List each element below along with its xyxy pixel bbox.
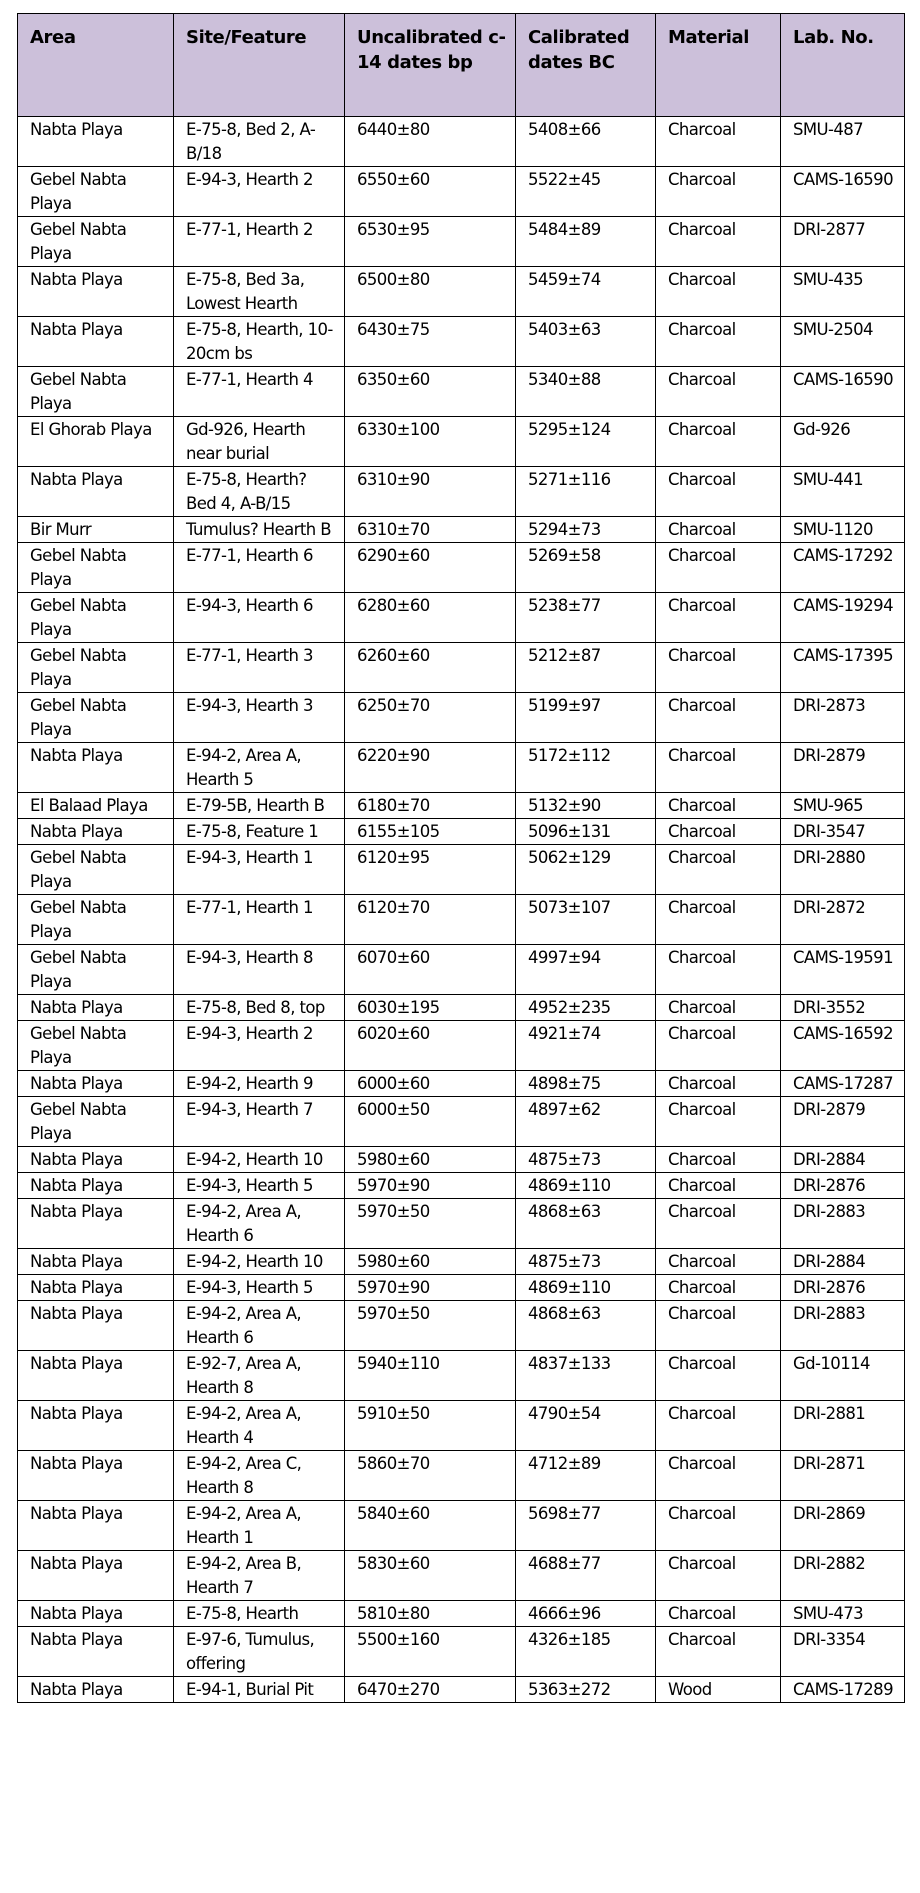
table-row: [18, 1173, 905, 1199]
cell-material: Charcoal: [656, 1275, 781, 1301]
cell-material: Charcoal: [656, 417, 781, 467]
cell-uncalibrated-date: 6470±270: [345, 1677, 516, 1703]
cell-calibrated-date: 5363±272: [516, 1677, 656, 1703]
cell-uncalibrated-date: 6155±105: [345, 819, 516, 845]
cell-calibrated-date: 4666±96: [516, 1601, 656, 1627]
cell-calibrated-date: 4869±110: [516, 1173, 656, 1199]
table-row: [18, 819, 905, 845]
cell-area: Gebel Nabta Playa: [18, 1097, 174, 1147]
cell-uncalibrated-date: 6260±60: [345, 643, 516, 693]
cell-lab-no: DRI-2876: [781, 1173, 905, 1199]
cell-site-feature: E-75-8, Hearth, 10-20cm bs: [174, 317, 345, 367]
cell-uncalibrated-date: 6350±60: [345, 367, 516, 417]
cell-material: Charcoal: [656, 1097, 781, 1147]
cell-material: Charcoal: [656, 1173, 781, 1199]
cell-calibrated-date: 5062±129: [516, 845, 656, 895]
cell-material: Charcoal: [656, 317, 781, 367]
cell-site-feature: E-94-3, Hearth 6: [174, 593, 345, 643]
cell-uncalibrated-date: 6530±95: [345, 217, 516, 267]
cell-lab-no: CAMS-16590: [781, 367, 905, 417]
cell-uncalibrated-date: 5910±50: [345, 1401, 516, 1451]
cell-area: Gebel Nabta Playa: [18, 593, 174, 643]
table-row: [18, 945, 905, 995]
cell-calibrated-date: 5459±74: [516, 267, 656, 317]
cell-calibrated-date: 4790±54: [516, 1401, 656, 1451]
cell-calibrated-date: 4712±89: [516, 1451, 656, 1501]
cell-uncalibrated-date: 6220±90: [345, 743, 516, 793]
cell-site-feature: E-79-5B, Hearth B: [174, 793, 345, 819]
cell-uncalibrated-date: 6310±90: [345, 467, 516, 517]
cell-area: Nabta Playa: [18, 1147, 174, 1173]
header-uncalibrated-dates: Uncalibrated c-14 dates bp: [345, 14, 516, 117]
cell-site-feature: E-94-3, Hearth 7: [174, 1097, 345, 1147]
cell-material: Charcoal: [656, 895, 781, 945]
cell-calibrated-date: 4921±74: [516, 1021, 656, 1071]
table-row: [18, 317, 905, 367]
cell-area: Gebel Nabta Playa: [18, 845, 174, 895]
cell-calibrated-date: 5073±107: [516, 895, 656, 945]
cell-uncalibrated-date: 6250±70: [345, 693, 516, 743]
cell-area: Nabta Playa: [18, 1601, 174, 1627]
cell-uncalibrated-date: 5860±70: [345, 1451, 516, 1501]
cell-site-feature: Gd-926, Hearth near burial: [174, 417, 345, 467]
cell-uncalibrated-date: 5970±50: [345, 1301, 516, 1351]
cell-lab-no: CAMS-17395: [781, 643, 905, 693]
table-row: [18, 1301, 905, 1351]
cell-lab-no: Gd-926: [781, 417, 905, 467]
table-row: [18, 467, 905, 517]
cell-area: Nabta Playa: [18, 317, 174, 367]
cell-material: Charcoal: [656, 593, 781, 643]
cell-lab-no: DRI-2869: [781, 1501, 905, 1551]
cell-site-feature: E-77-1, Hearth 4: [174, 367, 345, 417]
table-row: [18, 367, 905, 417]
cell-uncalibrated-date: 6280±60: [345, 593, 516, 643]
cell-material: Charcoal: [656, 167, 781, 217]
cell-site-feature: E-94-3, Hearth 2: [174, 1021, 345, 1071]
cell-site-feature: E-75-8, Bed 8, top: [174, 995, 345, 1021]
cell-site-feature: E-94-2, Area B, Hearth 7: [174, 1551, 345, 1601]
cell-site-feature: E-94-3, Hearth 1: [174, 845, 345, 895]
table-row: [18, 117, 905, 167]
cell-calibrated-date: 5212±87: [516, 643, 656, 693]
cell-lab-no: DRI-2884: [781, 1147, 905, 1173]
cell-calibrated-date: 4869±110: [516, 1275, 656, 1301]
cell-area: Nabta Playa: [18, 1551, 174, 1601]
cell-site-feature: E-75-8, Hearth? Bed 4, A-B/15: [174, 467, 345, 517]
cell-material: Charcoal: [656, 543, 781, 593]
cell-calibrated-date: 4868±63: [516, 1301, 656, 1351]
table-row: [18, 517, 905, 543]
cell-uncalibrated-date: 5970±50: [345, 1199, 516, 1249]
cell-site-feature: E-77-1, Hearth 3: [174, 643, 345, 693]
cell-calibrated-date: 5238±77: [516, 593, 656, 643]
cell-site-feature: E-75-8, Hearth: [174, 1601, 345, 1627]
table-row: [18, 1551, 905, 1601]
table-row: [18, 895, 905, 945]
cell-site-feature: E-94-2, Area A, Hearth 5: [174, 743, 345, 793]
cell-calibrated-date: 5132±90: [516, 793, 656, 819]
cell-uncalibrated-date: 5980±60: [345, 1249, 516, 1275]
cell-site-feature: E-94-2, Hearth 10: [174, 1147, 345, 1173]
cell-site-feature: E-94-1, Burial Pit: [174, 1677, 345, 1703]
cell-site-feature: E-94-2, Area A, Hearth 6: [174, 1199, 345, 1249]
cell-site-feature: E-94-3, Hearth 5: [174, 1173, 345, 1199]
cell-area: Nabta Playa: [18, 117, 174, 167]
cell-uncalibrated-date: 5830±60: [345, 1551, 516, 1601]
cell-site-feature: E-94-2, Hearth 10: [174, 1249, 345, 1275]
cell-lab-no: CAMS-17289: [781, 1677, 905, 1703]
cell-site-feature: E-77-1, Hearth 2: [174, 217, 345, 267]
table-row: [18, 593, 905, 643]
cell-calibrated-date: 5172±112: [516, 743, 656, 793]
cell-calibrated-date: 5522±45: [516, 167, 656, 217]
cell-lab-no: SMU-441: [781, 467, 905, 517]
cell-lab-no: SMU-473: [781, 1601, 905, 1627]
cell-lab-no: Gd-10114: [781, 1351, 905, 1401]
cell-lab-no: CAMS-16590: [781, 167, 905, 217]
table-row: [18, 995, 905, 1021]
table-row: [18, 1199, 905, 1249]
cell-material: Charcoal: [656, 1551, 781, 1601]
cell-area: Nabta Playa: [18, 1173, 174, 1199]
cell-uncalibrated-date: 6290±60: [345, 543, 516, 593]
cell-lab-no: DRI-2879: [781, 1097, 905, 1147]
cell-site-feature: E-94-3, Hearth 5: [174, 1275, 345, 1301]
cell-uncalibrated-date: 6120±95: [345, 845, 516, 895]
cell-lab-no: SMU-2504: [781, 317, 905, 367]
cell-lab-no: CAMS-19591: [781, 945, 905, 995]
cell-site-feature: E-75-8, Bed 3a, Lowest Hearth: [174, 267, 345, 317]
cell-lab-no: CAMS-17287: [781, 1071, 905, 1097]
cell-material: Charcoal: [656, 267, 781, 317]
table-row: [18, 543, 905, 593]
cell-lab-no: DRI-2882: [781, 1551, 905, 1601]
cell-calibrated-date: 5269±58: [516, 543, 656, 593]
cell-material: Charcoal: [656, 1627, 781, 1677]
table-row: [18, 217, 905, 267]
header-site-feature: Site/Feature: [174, 14, 345, 117]
table-row: [18, 1677, 905, 1703]
cell-area: Nabta Playa: [18, 1071, 174, 1097]
cell-lab-no: DRI-2879: [781, 743, 905, 793]
cell-uncalibrated-date: 6430±75: [345, 317, 516, 367]
cell-calibrated-date: 5698±77: [516, 1501, 656, 1551]
cell-area: Bir Murr: [18, 517, 174, 543]
cell-lab-no: DRI-2883: [781, 1199, 905, 1249]
cell-area: Nabta Playa: [18, 1451, 174, 1501]
header-lab-no: Lab. No.: [781, 14, 905, 117]
cell-uncalibrated-date: 5940±110: [345, 1351, 516, 1401]
cell-area: Nabta Playa: [18, 1677, 174, 1703]
cell-calibrated-date: 5096±131: [516, 819, 656, 845]
cell-site-feature: E-75-8, Bed 2, A-B/18: [174, 117, 345, 167]
cell-uncalibrated-date: 5980±60: [345, 1147, 516, 1173]
cell-material: Charcoal: [656, 945, 781, 995]
cell-lab-no: SMU-435: [781, 267, 905, 317]
cell-calibrated-date: 4897±62: [516, 1097, 656, 1147]
cell-site-feature: E-94-2, Area A, Hearth 4: [174, 1401, 345, 1451]
cell-calibrated-date: 5408±66: [516, 117, 656, 167]
cell-area: El Ghorab Playa: [18, 417, 174, 467]
cell-uncalibrated-date: 6000±60: [345, 1071, 516, 1097]
cell-calibrated-date: 4837±133: [516, 1351, 656, 1401]
cell-material: Charcoal: [656, 819, 781, 845]
table-header: [18, 14, 905, 117]
cell-material: Charcoal: [656, 1451, 781, 1501]
cell-uncalibrated-date: 6070±60: [345, 945, 516, 995]
cell-site-feature: E-94-2, Area A, Hearth 6: [174, 1301, 345, 1351]
cell-area: Nabta Playa: [18, 1501, 174, 1551]
cell-site-feature: Tumulus? Hearth B: [174, 517, 345, 543]
cell-area: Gebel Nabta Playa: [18, 945, 174, 995]
cell-site-feature: E-94-3, Hearth 8: [174, 945, 345, 995]
cell-lab-no: DRI-2881: [781, 1401, 905, 1451]
table-row: [18, 1147, 905, 1173]
cell-area: Gebel Nabta Playa: [18, 1021, 174, 1071]
cell-lab-no: DRI-2883: [781, 1301, 905, 1351]
cell-calibrated-date: 4326±185: [516, 1627, 656, 1677]
cell-lab-no: CAMS-17292: [781, 543, 905, 593]
cell-material: Charcoal: [656, 1249, 781, 1275]
cell-material: Charcoal: [656, 845, 781, 895]
cell-lab-no: DRI-3552: [781, 995, 905, 1021]
cell-uncalibrated-date: 6000±50: [345, 1097, 516, 1147]
table-row: [18, 267, 905, 317]
cell-material: Wood: [656, 1677, 781, 1703]
cell-site-feature: E-77-1, Hearth 6: [174, 543, 345, 593]
table-row: [18, 1401, 905, 1451]
cell-material: Charcoal: [656, 1601, 781, 1627]
cell-lab-no: DRI-3547: [781, 819, 905, 845]
cell-uncalibrated-date: 6500±80: [345, 267, 516, 317]
cell-uncalibrated-date: 6030±195: [345, 995, 516, 1021]
cell-material: Charcoal: [656, 1301, 781, 1351]
cell-lab-no: DRI-2876: [781, 1275, 905, 1301]
cell-material: Charcoal: [656, 793, 781, 819]
cell-uncalibrated-date: 6310±70: [345, 517, 516, 543]
table-row: [18, 743, 905, 793]
cell-area: Nabta Playa: [18, 995, 174, 1021]
cell-site-feature: E-77-1, Hearth 1: [174, 895, 345, 945]
cell-area: Nabta Playa: [18, 1351, 174, 1401]
cell-uncalibrated-date: 6330±100: [345, 417, 516, 467]
table-row: [18, 417, 905, 467]
cell-area: Nabta Playa: [18, 1401, 174, 1451]
cell-calibrated-date: 4875±73: [516, 1147, 656, 1173]
cell-material: Charcoal: [656, 1351, 781, 1401]
cell-material: Charcoal: [656, 1021, 781, 1071]
cell-calibrated-date: 5340±88: [516, 367, 656, 417]
cell-lab-no: DRI-2871: [781, 1451, 905, 1501]
cell-area: Gebel Nabta Playa: [18, 167, 174, 217]
cell-lab-no: CAMS-16592: [781, 1021, 905, 1071]
cell-material: Charcoal: [656, 117, 781, 167]
cell-calibrated-date: 4997±94: [516, 945, 656, 995]
cell-area: Nabta Playa: [18, 819, 174, 845]
cell-calibrated-date: 4898±75: [516, 1071, 656, 1097]
cell-site-feature: E-94-2, Hearth 9: [174, 1071, 345, 1097]
cell-material: Charcoal: [656, 693, 781, 743]
cell-lab-no: CAMS-19294: [781, 593, 905, 643]
table-row: [18, 1097, 905, 1147]
table-row: [18, 1451, 905, 1501]
cell-calibrated-date: 4868±63: [516, 1199, 656, 1249]
cell-material: Charcoal: [656, 1147, 781, 1173]
cell-area: Nabta Playa: [18, 743, 174, 793]
cell-lab-no: SMU-1120: [781, 517, 905, 543]
cell-area: Nabta Playa: [18, 1301, 174, 1351]
header-area: Area: [18, 14, 174, 117]
cell-area: Gebel Nabta Playa: [18, 693, 174, 743]
table-row: [18, 845, 905, 895]
cell-uncalibrated-date: 6180±70: [345, 793, 516, 819]
cell-lab-no: DRI-2877: [781, 217, 905, 267]
cell-material: Charcoal: [656, 995, 781, 1021]
table-row: [18, 167, 905, 217]
cell-site-feature: E-94-3, Hearth 3: [174, 693, 345, 743]
table-row: [18, 1275, 905, 1301]
cell-area: Gebel Nabta Playa: [18, 643, 174, 693]
cell-material: Charcoal: [656, 1501, 781, 1551]
cell-calibrated-date: 4875±73: [516, 1249, 656, 1275]
cell-material: Charcoal: [656, 517, 781, 543]
cell-material: Charcoal: [656, 743, 781, 793]
cell-site-feature: E-94-2, Area C, Hearth 8: [174, 1451, 345, 1501]
cell-area: Nabta Playa: [18, 1627, 174, 1677]
table-row: [18, 1351, 905, 1401]
table-row: [18, 1249, 905, 1275]
table-row: [18, 643, 905, 693]
header-row: [18, 14, 905, 117]
cell-lab-no: SMU-965: [781, 793, 905, 819]
cell-lab-no: DRI-3354: [781, 1627, 905, 1677]
cell-area: Nabta Playa: [18, 1275, 174, 1301]
cell-uncalibrated-date: 5500±160: [345, 1627, 516, 1677]
table-row: [18, 1601, 905, 1627]
cell-uncalibrated-date: 6550±60: [345, 167, 516, 217]
cell-uncalibrated-date: 6020±60: [345, 1021, 516, 1071]
cell-site-feature: E-75-8, Feature 1: [174, 819, 345, 845]
header-calibrated-dates: Calibrated dates BC: [516, 14, 656, 117]
table-row: [18, 693, 905, 743]
cell-uncalibrated-date: 5970±90: [345, 1275, 516, 1301]
cell-area: Nabta Playa: [18, 1199, 174, 1249]
cell-area: Gebel Nabta Playa: [18, 895, 174, 945]
cell-calibrated-date: 5199±97: [516, 693, 656, 743]
cell-lab-no: DRI-2884: [781, 1249, 905, 1275]
cell-calibrated-date: 5271±116: [516, 467, 656, 517]
cell-area: Nabta Playa: [18, 267, 174, 317]
cell-uncalibrated-date: 6120±70: [345, 895, 516, 945]
cell-calibrated-date: 5484±89: [516, 217, 656, 267]
table-row: [18, 1501, 905, 1551]
cell-site-feature: E-97-6, Tumulus, offering: [174, 1627, 345, 1677]
cell-material: Charcoal: [656, 217, 781, 267]
cell-material: Charcoal: [656, 1199, 781, 1249]
table-row: [18, 793, 905, 819]
cell-calibrated-date: 5403±63: [516, 317, 656, 367]
cell-calibrated-date: 4952±235: [516, 995, 656, 1021]
cell-calibrated-date: 5294±73: [516, 517, 656, 543]
cell-material: Charcoal: [656, 467, 781, 517]
table-row: [18, 1021, 905, 1071]
radiocarbon-dates-table: [17, 13, 905, 1703]
cell-site-feature: E-94-3, Hearth 2: [174, 167, 345, 217]
cell-area: Nabta Playa: [18, 467, 174, 517]
cell-uncalibrated-date: 5840±60: [345, 1501, 516, 1551]
cell-uncalibrated-date: 5970±90: [345, 1173, 516, 1199]
cell-lab-no: DRI-2872: [781, 895, 905, 945]
cell-area: Gebel Nabta Playa: [18, 367, 174, 417]
cell-area: Nabta Playa: [18, 1249, 174, 1275]
cell-calibrated-date: 5295±124: [516, 417, 656, 467]
cell-site-feature: E-92-7, Area A, Hearth 8: [174, 1351, 345, 1401]
cell-lab-no: DRI-2880: [781, 845, 905, 895]
cell-material: Charcoal: [656, 643, 781, 693]
cell-area: Gebel Nabta Playa: [18, 543, 174, 593]
cell-lab-no: DRI-2873: [781, 693, 905, 743]
table-row: [18, 1627, 905, 1677]
cell-area: Gebel Nabta Playa: [18, 217, 174, 267]
cell-site-feature: E-94-2, Area A, Hearth 1: [174, 1501, 345, 1551]
cell-lab-no: SMU-487: [781, 117, 905, 167]
cell-material: Charcoal: [656, 367, 781, 417]
cell-calibrated-date: 4688±77: [516, 1551, 656, 1601]
table-body: [18, 117, 905, 1703]
cell-uncalibrated-date: 5810±80: [345, 1601, 516, 1627]
header-material: Material: [656, 14, 781, 117]
cell-material: Charcoal: [656, 1401, 781, 1451]
cell-material: Charcoal: [656, 1071, 781, 1097]
table-row: [18, 1071, 905, 1097]
cell-area: El Balaad Playa: [18, 793, 174, 819]
cell-uncalibrated-date: 6440±80: [345, 117, 516, 167]
